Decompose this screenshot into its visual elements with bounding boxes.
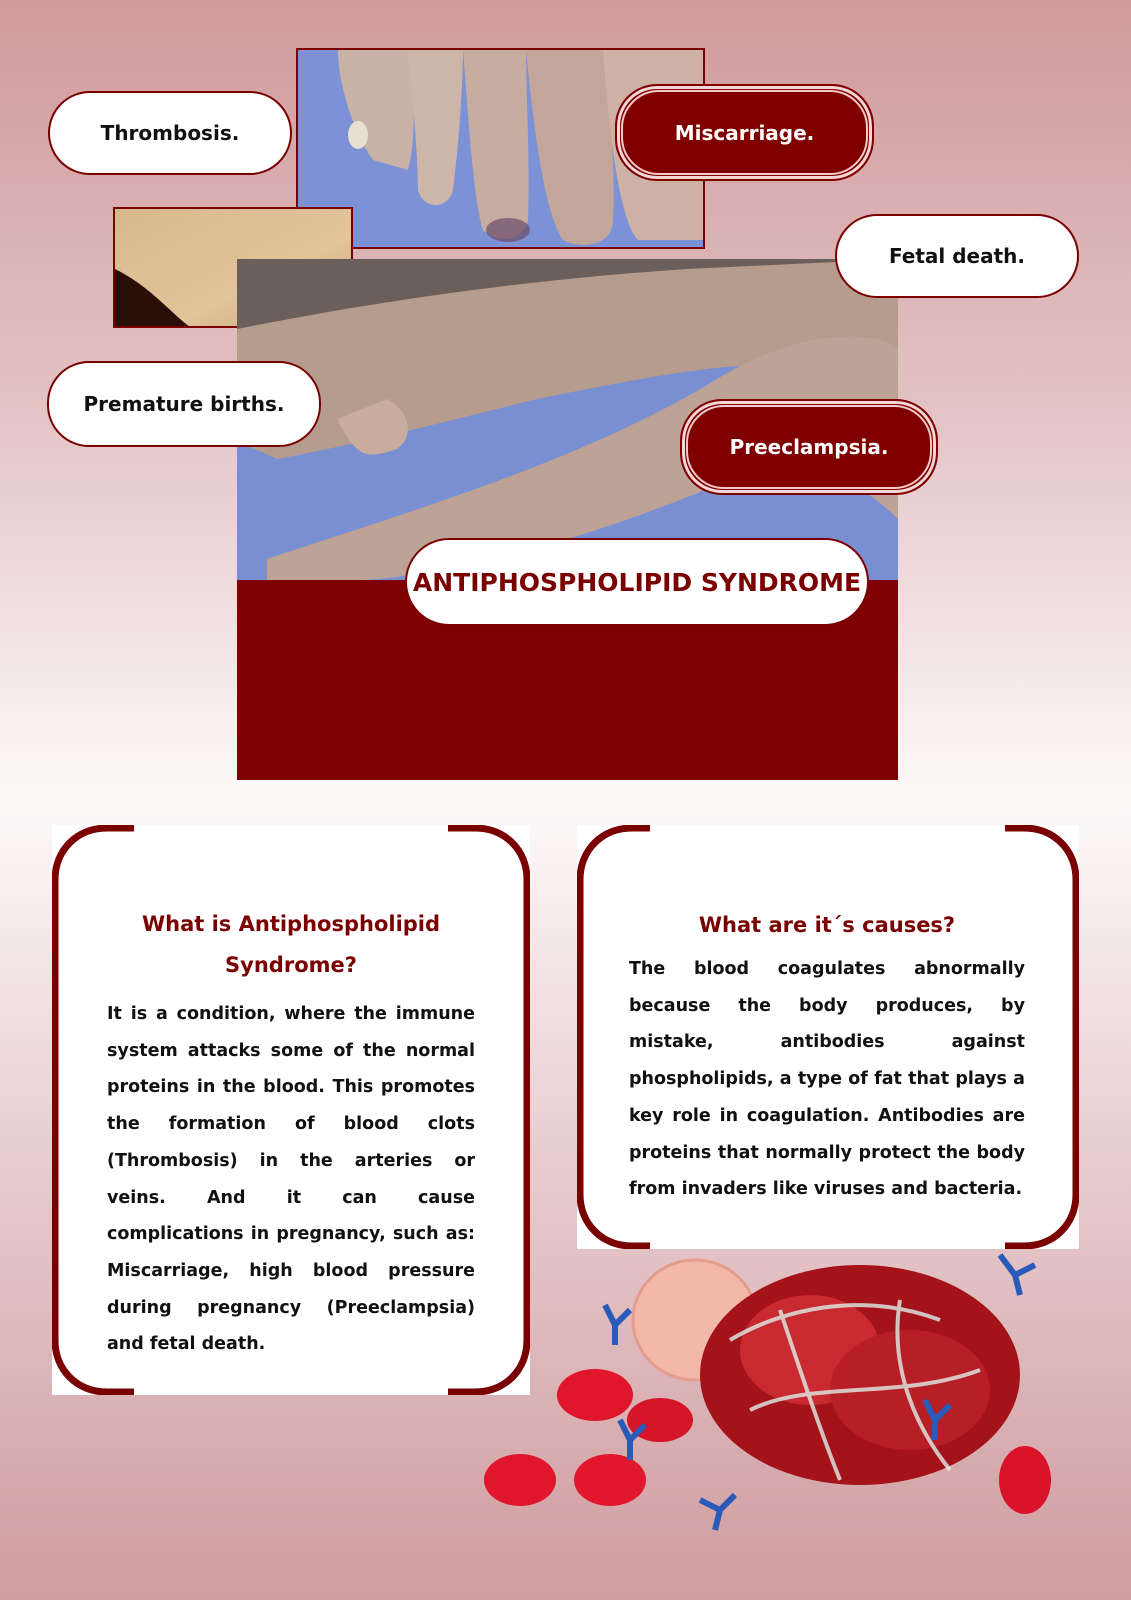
panel-what-is: [52, 825, 530, 1395]
what-is-heading-line2: Syndrome?: [225, 953, 357, 977]
callout-preeclampsia: [680, 399, 938, 495]
causes-body: The blood coagulates abnormally because the body produces, by mistake, antibodies against phospholipids, a type of fat that plays a key role in coagulation. Antibodies are proteins that normally protect the body from invaders like viruses and bacteria.: [629, 959, 1025, 1200]
blood-clot-illustration: [480, 1250, 1080, 1550]
clot-mass: [700, 1265, 1020, 1485]
callout-miscarriage-label: Miscarriage.: [674, 120, 815, 145]
callout-premature-births-label: Premature births.: [83, 392, 285, 416]
callout-thrombosis-label: Thrombosis.: [100, 121, 240, 145]
callout-preeclampsia-label: Preeclampsia.: [729, 435, 889, 459]
causes-heading: What are it´s causes?: [698, 913, 956, 937]
callout-miscarriage: [615, 84, 874, 181]
title-pill: [405, 538, 869, 626]
callout-thrombosis: [48, 91, 292, 175]
callout-fetal-death: [835, 214, 1079, 298]
panel-causes: [577, 825, 1079, 1249]
what-is-heading-line1: What is Antiphospholipid: [141, 912, 441, 936]
callout-fetal-death-label: Fetal death.: [888, 244, 1026, 268]
what-is-body: It is a condition, where the immune system attacks some of the normal proteins in the blood. This promotes the formation of blood clots (Thrombosis) in the arteries or veins. And it can cause complications in pregnancy, such as: Miscarriage, high blood pressure during pregnancy (Preeclampsia) and fetal death.: [107, 1004, 475, 1355]
title-text: ANTIPHOSPHOLIPID SYNDROME: [412, 567, 862, 597]
callout-premature-births: [47, 361, 321, 447]
